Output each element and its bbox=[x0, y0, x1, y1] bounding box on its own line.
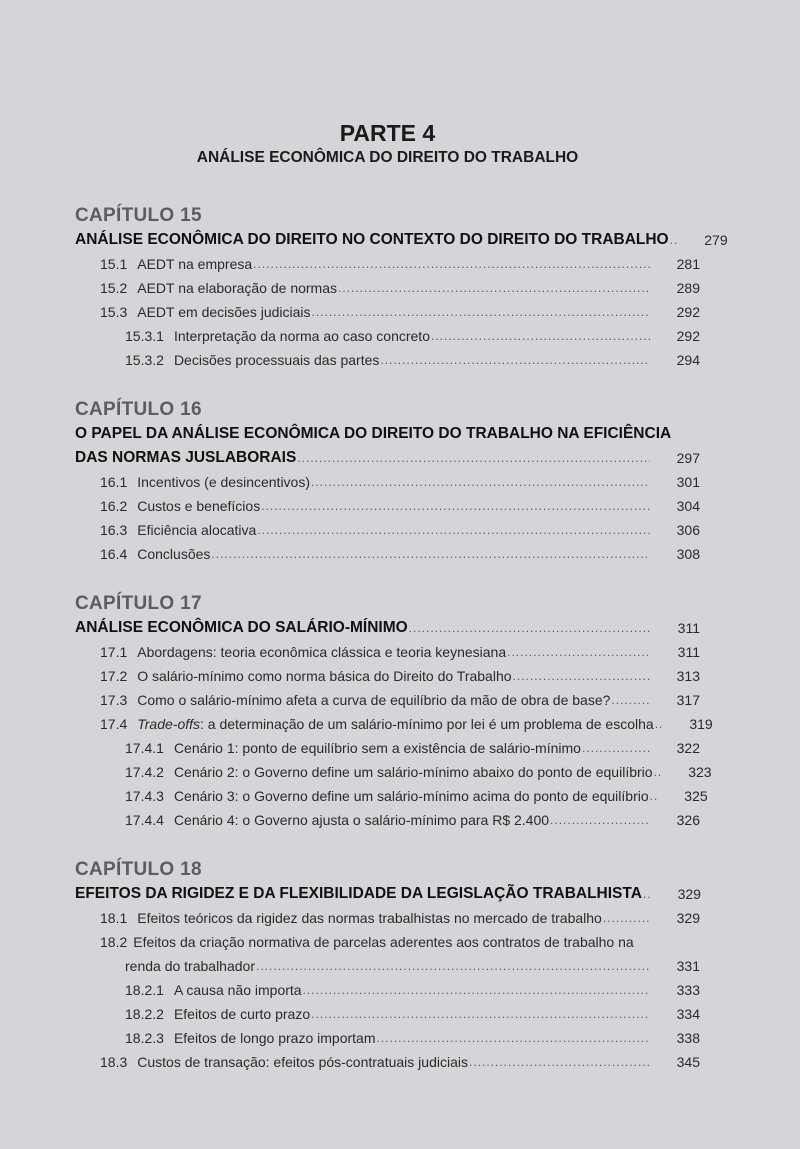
toc-entry-line1[interactable] bbox=[75, 930, 700, 954]
page-number: 313 bbox=[676, 668, 700, 684]
section-title: Incentivos (e desincentivos) bbox=[137, 474, 311, 490]
page-number: 323 bbox=[688, 764, 712, 780]
leader-dots bbox=[611, 688, 650, 712]
chapter-label: CAPÍTULO 16 bbox=[75, 399, 202, 420]
section-title: Cenário 2: o Governo define um salário-mínimo abaixo do ponto de equilíbrio bbox=[173, 764, 653, 780]
toc-entry[interactable] bbox=[75, 518, 700, 542]
leader-dots bbox=[303, 978, 650, 1002]
chapter-title: ANÁLISE ECONÔMICA DO SALÁRIO-MÍNIMO bbox=[75, 619, 408, 636]
leader-dots bbox=[650, 784, 658, 808]
page-number: 311 bbox=[677, 644, 700, 660]
section-number: 16.2 bbox=[100, 498, 128, 514]
page-number: 297 bbox=[676, 450, 700, 466]
section-number: 15.1 bbox=[100, 256, 128, 272]
toc-entry[interactable] bbox=[75, 784, 708, 808]
part-subtitle: ANÁLISE ECONÔMICA DO DIREITO DO TRABALHO bbox=[196, 149, 579, 166]
page-number: 308 bbox=[676, 546, 700, 562]
section-number: 15.3 bbox=[100, 304, 128, 320]
leader-dots bbox=[670, 228, 678, 252]
section-number: 18.2.3 bbox=[125, 1030, 164, 1046]
page-number: 333 bbox=[676, 982, 700, 998]
section-number: 15.3.1 bbox=[125, 328, 164, 344]
section-title-line1: Efeitos da criação normativa de parcelas aderentes aos contratos de trabalho na bbox=[133, 934, 634, 950]
leader-dots bbox=[311, 470, 650, 494]
section-number: 16.3 bbox=[100, 522, 128, 538]
section-title-italic: Trade-offs bbox=[137, 716, 201, 732]
page-number: 334 bbox=[676, 1006, 700, 1022]
leader-dots bbox=[654, 760, 662, 784]
page-number: 325 bbox=[684, 788, 708, 804]
leader-dots bbox=[550, 808, 650, 832]
section-number: 17.4.3 bbox=[125, 788, 164, 804]
section-number: 18.2 bbox=[100, 934, 128, 950]
toc-entry[interactable] bbox=[75, 688, 700, 712]
leader-dots bbox=[261, 494, 650, 518]
page-number: 319 bbox=[689, 716, 713, 732]
leader-dots bbox=[507, 640, 650, 664]
section-number: 16.4 bbox=[100, 546, 128, 562]
section-number: 17.2 bbox=[100, 668, 128, 684]
page-number: 329 bbox=[676, 910, 700, 926]
chapter-title: EFEITOS DA RIGIDEZ E DA FLEXIBILIDADE DA LEGISLAÇÃO TRABALHISTA bbox=[75, 885, 642, 902]
section-number: 16.1 bbox=[100, 474, 128, 490]
page-number: 289 bbox=[676, 280, 700, 296]
part-title: PARTE 4 bbox=[339, 120, 436, 146]
section-number: 18.1 bbox=[100, 910, 128, 926]
chapter-title-line1[interactable]: O PAPEL DA ANÁLISE ECONÔMICA DO DIREITO DO TRABALHO NA EFICIÊNCIA bbox=[75, 425, 672, 442]
section-title: Efeitos de curto prazo bbox=[173, 1006, 311, 1022]
toc-entry[interactable] bbox=[75, 542, 700, 566]
leader-dots bbox=[256, 954, 650, 978]
section-number: 17.1 bbox=[100, 644, 128, 660]
chapter-18 bbox=[75, 858, 700, 1074]
section-title: Custos e benefícios bbox=[137, 498, 261, 514]
toc-entry[interactable] bbox=[75, 978, 700, 1002]
page-number: 338 bbox=[676, 1030, 700, 1046]
section-number: 18.2.1 bbox=[125, 982, 164, 998]
page-number: 311 bbox=[677, 620, 700, 636]
table-of-contents bbox=[75, 118, 728, 1074]
leader-dots bbox=[513, 664, 650, 688]
chapter-label: CAPÍTULO 18 bbox=[75, 859, 202, 880]
leader-dots bbox=[311, 1002, 650, 1026]
page-number: 326 bbox=[676, 812, 700, 828]
toc-entry[interactable] bbox=[75, 1050, 700, 1074]
toc-entry[interactable] bbox=[75, 470, 700, 494]
page-number: 317 bbox=[676, 692, 700, 708]
toc-entry[interactable] bbox=[75, 276, 700, 300]
chapter-17 bbox=[75, 592, 713, 832]
toc-entry-line2[interactable] bbox=[75, 954, 700, 978]
toc-entry[interactable] bbox=[75, 252, 700, 276]
section-title: Como o salário-mínimo afeta a curva de equilíbrio da mão de obra de base? bbox=[137, 692, 611, 708]
section-title: A causa não importa bbox=[173, 982, 302, 998]
page-number: 304 bbox=[676, 498, 700, 514]
chapter-label: CAPÍTULO 15 bbox=[75, 205, 202, 226]
section-title: Efeitos teóricos da rigidez das normas trabalhistas no mercado de trabalho bbox=[137, 910, 602, 926]
section-title: AEDT na elaboração de normas bbox=[137, 280, 337, 296]
chapter-title-row[interactable] bbox=[75, 446, 700, 470]
toc-entry[interactable] bbox=[75, 324, 700, 348]
page-number: 301 bbox=[676, 474, 700, 490]
page-number: 329 bbox=[677, 886, 701, 902]
section-number: 18.2.2 bbox=[125, 1006, 164, 1022]
leader-dots bbox=[409, 616, 650, 640]
page-number: 292 bbox=[676, 328, 700, 344]
page-number: 279 bbox=[704, 232, 728, 248]
chapter-label: CAPÍTULO 17 bbox=[75, 593, 202, 614]
leader-dots bbox=[643, 882, 651, 906]
section-title: Decisões processuais das partes bbox=[173, 352, 380, 368]
chapter-title-row[interactable] bbox=[75, 228, 728, 252]
toc-entry[interactable] bbox=[75, 664, 700, 688]
leader-dots bbox=[469, 1050, 650, 1074]
leader-dots bbox=[297, 446, 650, 470]
section-number: 18.3 bbox=[100, 1054, 128, 1070]
section-title: Abordagens: teoria econômica clássica e teoria keynesiana bbox=[137, 644, 507, 660]
page-number: 331 bbox=[676, 958, 700, 974]
leader-dots bbox=[312, 300, 650, 324]
section-title: Eficiência alocativa bbox=[137, 522, 257, 538]
toc-entry[interactable] bbox=[75, 300, 700, 324]
toc-entry[interactable] bbox=[75, 808, 700, 832]
section-title: AEDT em decisões judiciais bbox=[137, 304, 311, 320]
leader-dots bbox=[603, 906, 650, 930]
section-title: Interpretação da norma ao caso concreto bbox=[173, 328, 430, 344]
leader-dots bbox=[338, 276, 650, 300]
leader-dots bbox=[211, 542, 650, 566]
leader-dots bbox=[582, 736, 650, 760]
page-number: 292 bbox=[676, 304, 700, 320]
section-title: Cenário 4: o Governo ajusta o salário-mínimo para R$ 2.400 bbox=[173, 812, 550, 828]
toc-entry[interactable] bbox=[75, 760, 712, 784]
section-title: Cenário 3: o Governo define um salário-mínimo acima do ponto de equilíbrio bbox=[173, 788, 649, 804]
section-number: 17.3 bbox=[100, 692, 128, 708]
chapter-16 bbox=[75, 398, 700, 566]
leader-dots bbox=[253, 252, 650, 276]
section-title: Cenário 1: ponto de equilíbrio sem a existência de salário-mínimo bbox=[173, 740, 581, 756]
section-number: 17.4 bbox=[100, 716, 128, 732]
leader-dots bbox=[431, 324, 650, 348]
section-title: Custos de transação: efeitos pós-contratuais judiciais bbox=[137, 1054, 468, 1070]
chapter-title-row[interactable] bbox=[75, 616, 700, 640]
toc-entry[interactable] bbox=[75, 640, 700, 664]
page-number: 294 bbox=[676, 352, 700, 368]
section-title-line2: renda do trabalhador bbox=[125, 958, 255, 974]
chapter-title-row[interactable] bbox=[75, 882, 700, 906]
toc-entry[interactable] bbox=[75, 1026, 700, 1050]
toc-entry[interactable] bbox=[75, 348, 700, 372]
leader-dots bbox=[257, 518, 650, 542]
leader-dots bbox=[377, 1026, 651, 1050]
section-number: 17.4.4 bbox=[125, 812, 164, 828]
section-title: AEDT na empresa bbox=[137, 256, 253, 272]
section-number: 17.4.1 bbox=[125, 740, 164, 756]
section-title: : a determinação de um salário-mínimo por lei é um problema de escolha bbox=[200, 716, 654, 732]
chapter-title-line2: DAS NORMAS JUSLABORAIS bbox=[75, 449, 297, 466]
page-number: 345 bbox=[676, 1054, 700, 1070]
chapter-title: ANÁLISE ECONÔMICA DO DIREITO NO CONTEXTO DO DIREITO DO TRABALHO bbox=[75, 231, 669, 248]
section-title: Efeitos de longo prazo importam bbox=[173, 1030, 376, 1046]
section-title: O salário-mínimo como norma básica do Direito do Trabalho bbox=[137, 668, 512, 684]
section-number: 15.3.2 bbox=[125, 352, 164, 368]
toc-entry[interactable] bbox=[75, 494, 700, 518]
toc-entry[interactable] bbox=[75, 1002, 700, 1026]
page-number: 306 bbox=[676, 522, 700, 538]
toc-entry[interactable] bbox=[75, 906, 700, 930]
section-number: 17.4.2 bbox=[125, 764, 164, 780]
leader-dots bbox=[380, 348, 650, 372]
page-number: 281 bbox=[676, 256, 700, 272]
chapter-15 bbox=[75, 204, 728, 372]
page-number: 322 bbox=[676, 740, 700, 756]
toc-entry[interactable] bbox=[75, 712, 713, 736]
leader-dots bbox=[655, 712, 663, 736]
section-number: 15.2 bbox=[100, 280, 128, 296]
section-title: Conclusões bbox=[137, 546, 211, 562]
toc-entry[interactable] bbox=[75, 736, 700, 760]
